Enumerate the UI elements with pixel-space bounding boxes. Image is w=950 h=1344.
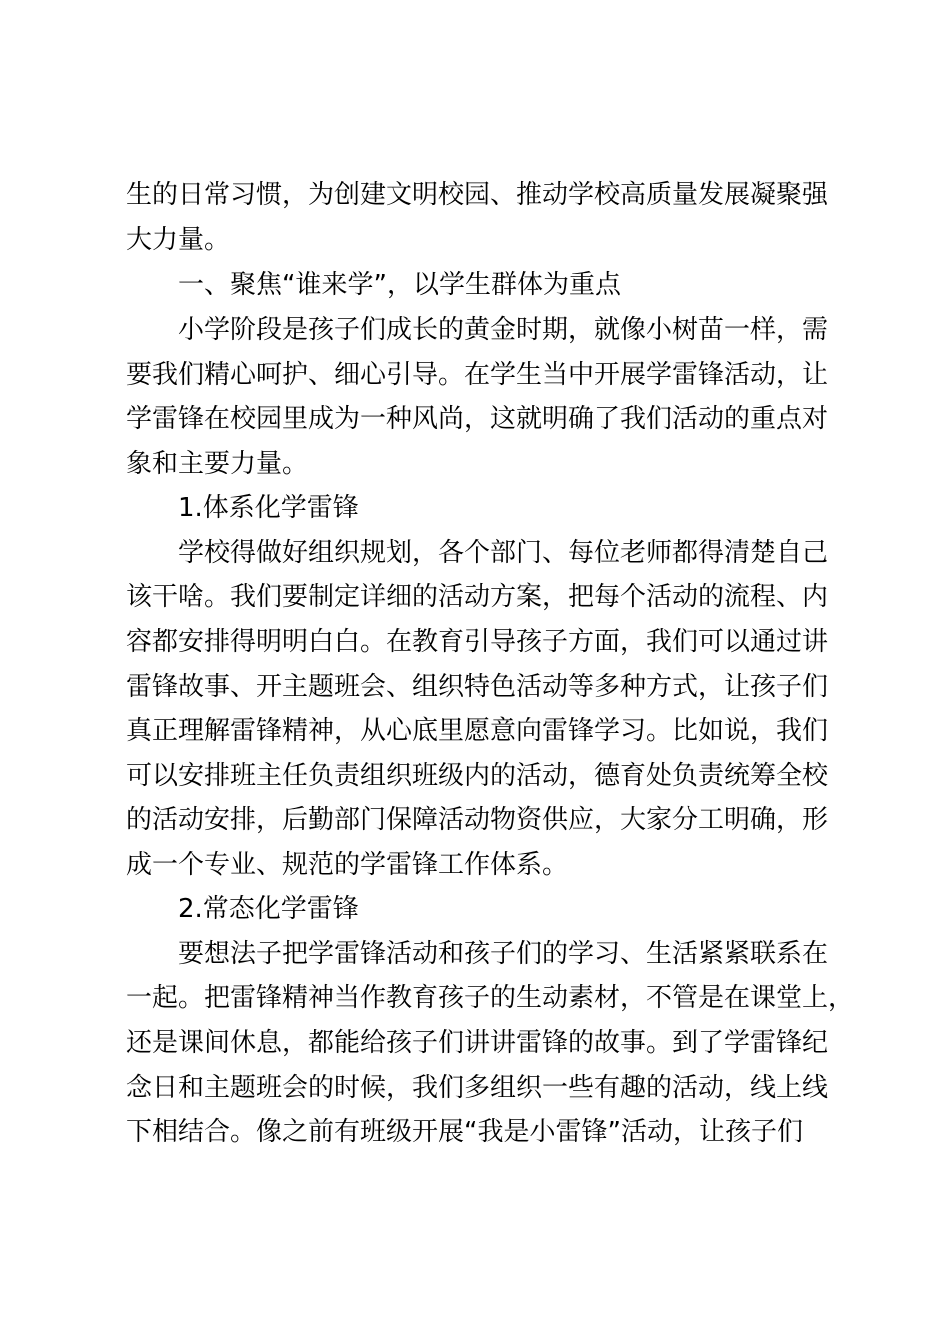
paragraph-line: 的活动安排，后勤部门保障活动物资供应，大家分工明确，形 bbox=[126, 805, 829, 835]
paragraph-line: 雷锋故事、开主题班会、组织特色活动等多种方式，让孩子们 bbox=[126, 672, 829, 702]
paragraph-line: 念日和主题班会的时候，我们多组织一些有趣的活动，线上线 bbox=[126, 1073, 829, 1103]
paragraph-line: 要我们精心呵护、细心引导。在学生当中开展学雷锋活动，让 bbox=[126, 360, 829, 390]
paragraph-line: 学校得做好组织规划，各个部门、每位老师都得清楚自己 bbox=[178, 538, 829, 568]
subsection-heading: 2.常态化学雷锋 bbox=[178, 894, 359, 924]
paragraph-line: 还是课间休息，都能给孩子们讲讲雷锋的故事。到了学雷锋纪 bbox=[126, 1028, 829, 1058]
paragraph-line: 真正理解雷锋精神，从心底里愿意向雷锋学习。比如说，我们 bbox=[126, 716, 829, 746]
paragraph-line: 要想法子把学雷锋活动和孩子们的学习、生活紧紧联系在 bbox=[178, 939, 829, 969]
paragraph-line: 生的日常习惯，为创建文明校园、推动学校高质量发展凝聚强 bbox=[126, 180, 829, 210]
paragraph-line: 容都安排得明明白白。在教育引导孩子方面，我们可以通过讲 bbox=[126, 627, 829, 657]
paragraph-line: 下相结合。像之前有班级开展“我是小雷锋”活动，让孩子们 bbox=[126, 1117, 803, 1147]
paragraph-line: 小学阶段是孩子们成长的黄金时期，就像小树苗一样，需 bbox=[178, 315, 829, 345]
subsection-heading: 1.体系化学雷锋 bbox=[178, 493, 359, 523]
paragraph-line: 学雷锋在校园里成为一种风尚，这就明确了我们活动的重点对 bbox=[126, 404, 829, 434]
paragraph-line: 一起。把雷锋精神当作教育孩子的生动素材，不管是在课堂上， bbox=[126, 983, 855, 1013]
paragraph-line: 象和主要力量。 bbox=[126, 449, 309, 479]
paragraph-line: 成一个专业、规范的学雷锋工作体系。 bbox=[126, 850, 569, 880]
paragraph-line: 该干啥。我们要制定详细的活动方案，把每个活动的流程、内 bbox=[126, 582, 829, 612]
paragraph-line: 可以安排班主任负责组织班级内的活动，德育处负责统筹全校 bbox=[126, 761, 829, 791]
section-heading: 一、聚焦“谁来学”，以学生群体为重点 bbox=[178, 270, 621, 300]
paragraph-line: 大力量。 bbox=[126, 225, 231, 255]
